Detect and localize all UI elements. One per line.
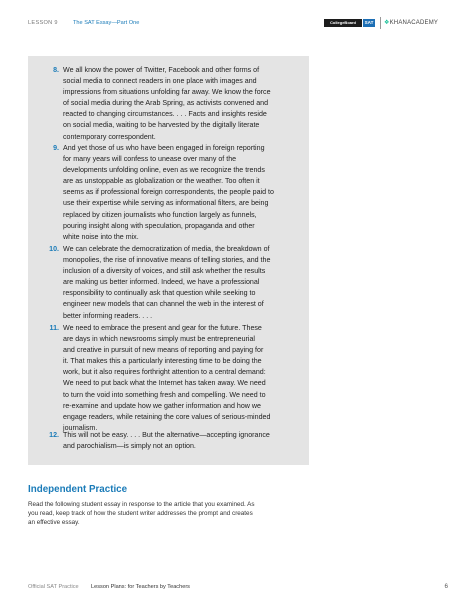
independent-practice-instructions (28, 500, 448, 528)
text-line: impressions from situations unfolding far away. We know the force (63, 88, 271, 97)
page-header (0, 0, 474, 40)
text-line: Read the following student essay in response to the article that you examined. As (28, 501, 255, 508)
paragraph-number: 12. (49, 431, 59, 439)
text-line: use their expertise while serving as informational filters, are being (63, 199, 269, 208)
text-line: for many years will confess to unease over many of the (63, 155, 237, 164)
paragraph-text (63, 65, 303, 143)
text-line: you read, keep track of how the student writer addresses the prompt and creates (28, 510, 253, 518)
text-line: to turn the void into something fresh and compelling. We need to (63, 390, 266, 399)
text-line: This will not be easy. . . . But the alternative—accepting ignorance (63, 431, 270, 439)
text-line: work, but it also requires forthright attention to a central demand: (63, 368, 266, 377)
text-line: are as unstoppable as globalization or the weather. Too often it (63, 177, 260, 186)
independent-practice-heading: Independent Practice (28, 484, 128, 495)
lesson-label: LESSON 9 (28, 20, 58, 26)
paragraph-text (63, 323, 303, 434)
text-line: inclusion of a diversity of voices, and still ask whether the results (63, 267, 266, 276)
page-number: 6 (444, 583, 448, 590)
text-line: on social media, waiting to be harvested by the digitally literate (63, 121, 260, 130)
text-line: engage readers, while retaining the core values of serious-minded (63, 412, 271, 421)
paragraph-number: 9. (53, 144, 59, 152)
collegeboard-logo: CollegeBoard (324, 19, 362, 27)
footer-title: Lesson Plans: for Teachers by Teachers (91, 584, 190, 590)
text-line: social media to connect readers in one place with images and (63, 77, 257, 86)
text-line: of social media during the Arab Spring, as activists convened and (63, 99, 269, 108)
text-line: are days in which newsrooms simply must be entrepreneurial (63, 335, 256, 344)
text-line: We all know the power of Twitter, Facebook and other forms of (63, 66, 260, 74)
text-line: reacted to changing circumstances. . . . Facts and insights reside (63, 110, 267, 119)
paragraph-number: 11. (49, 324, 59, 332)
paragraph-number: 8. (53, 66, 59, 74)
passage-box (28, 56, 309, 465)
sat-logo: SAT (364, 20, 374, 25)
text-line: white noise into the mix. (63, 232, 139, 241)
footer-source: Official SAT Practice (28, 584, 79, 590)
text-line: journalism. (63, 423, 98, 432)
text-line: And yet those of us who have been engaged in foreign reporting (63, 144, 265, 152)
paragraph-text (63, 430, 303, 452)
text-line: and creative in pursuit of new means of reporting and paying for (63, 346, 264, 355)
paragraph-text (63, 143, 303, 243)
text-line: an effective essay. (28, 519, 80, 527)
text-line: are making us better informed. Indeed, we have a professional (63, 278, 260, 287)
text-line: monopolies, the rise of innovative means of telling stories, and the (63, 256, 271, 265)
khan-academy-logo (384, 19, 438, 27)
text-line: responsibility to continually ask that question while seeking to (63, 289, 256, 298)
text-line: contemporary correspondent. (63, 132, 156, 141)
text-line: it. That makes this a particularly interesting time to be doing the (63, 357, 262, 366)
paragraph-number: 10. (49, 245, 59, 253)
text-line: seems as if professional foreign correspondents, the people paid to (63, 188, 274, 197)
text-line: We can celebrate the democratization of media, the breakdown of (63, 245, 270, 253)
logo-divider (380, 17, 381, 29)
text-line: replaced by citizen journalists who function largely as funnels, (63, 210, 257, 219)
khan-academy-logo-text: KHANACADEMY (389, 20, 439, 26)
text-line: re-examine and update how we gather information and how we (63, 401, 261, 410)
text-line: We need to embrace the present and gear for the future. These (63, 324, 262, 332)
lesson-title: The SAT Essay—Part One (73, 20, 140, 26)
khan-academy-leaf-icon: ❖ (384, 20, 390, 26)
paragraph-text (63, 244, 303, 322)
text-line: We need to put back what the Internet has taken away. We need (63, 379, 266, 388)
text-line: engineer new models that can channel the web in the interest of (63, 300, 264, 309)
text-line: better informing readers. . . . (63, 311, 153, 320)
text-line: and parochialism—is simply not an option. (63, 442, 196, 451)
text-line: pouring insight along with speculation, propaganda and other (63, 221, 255, 230)
text-line: developments unfolding online, even as we recognize the trends (63, 166, 265, 175)
